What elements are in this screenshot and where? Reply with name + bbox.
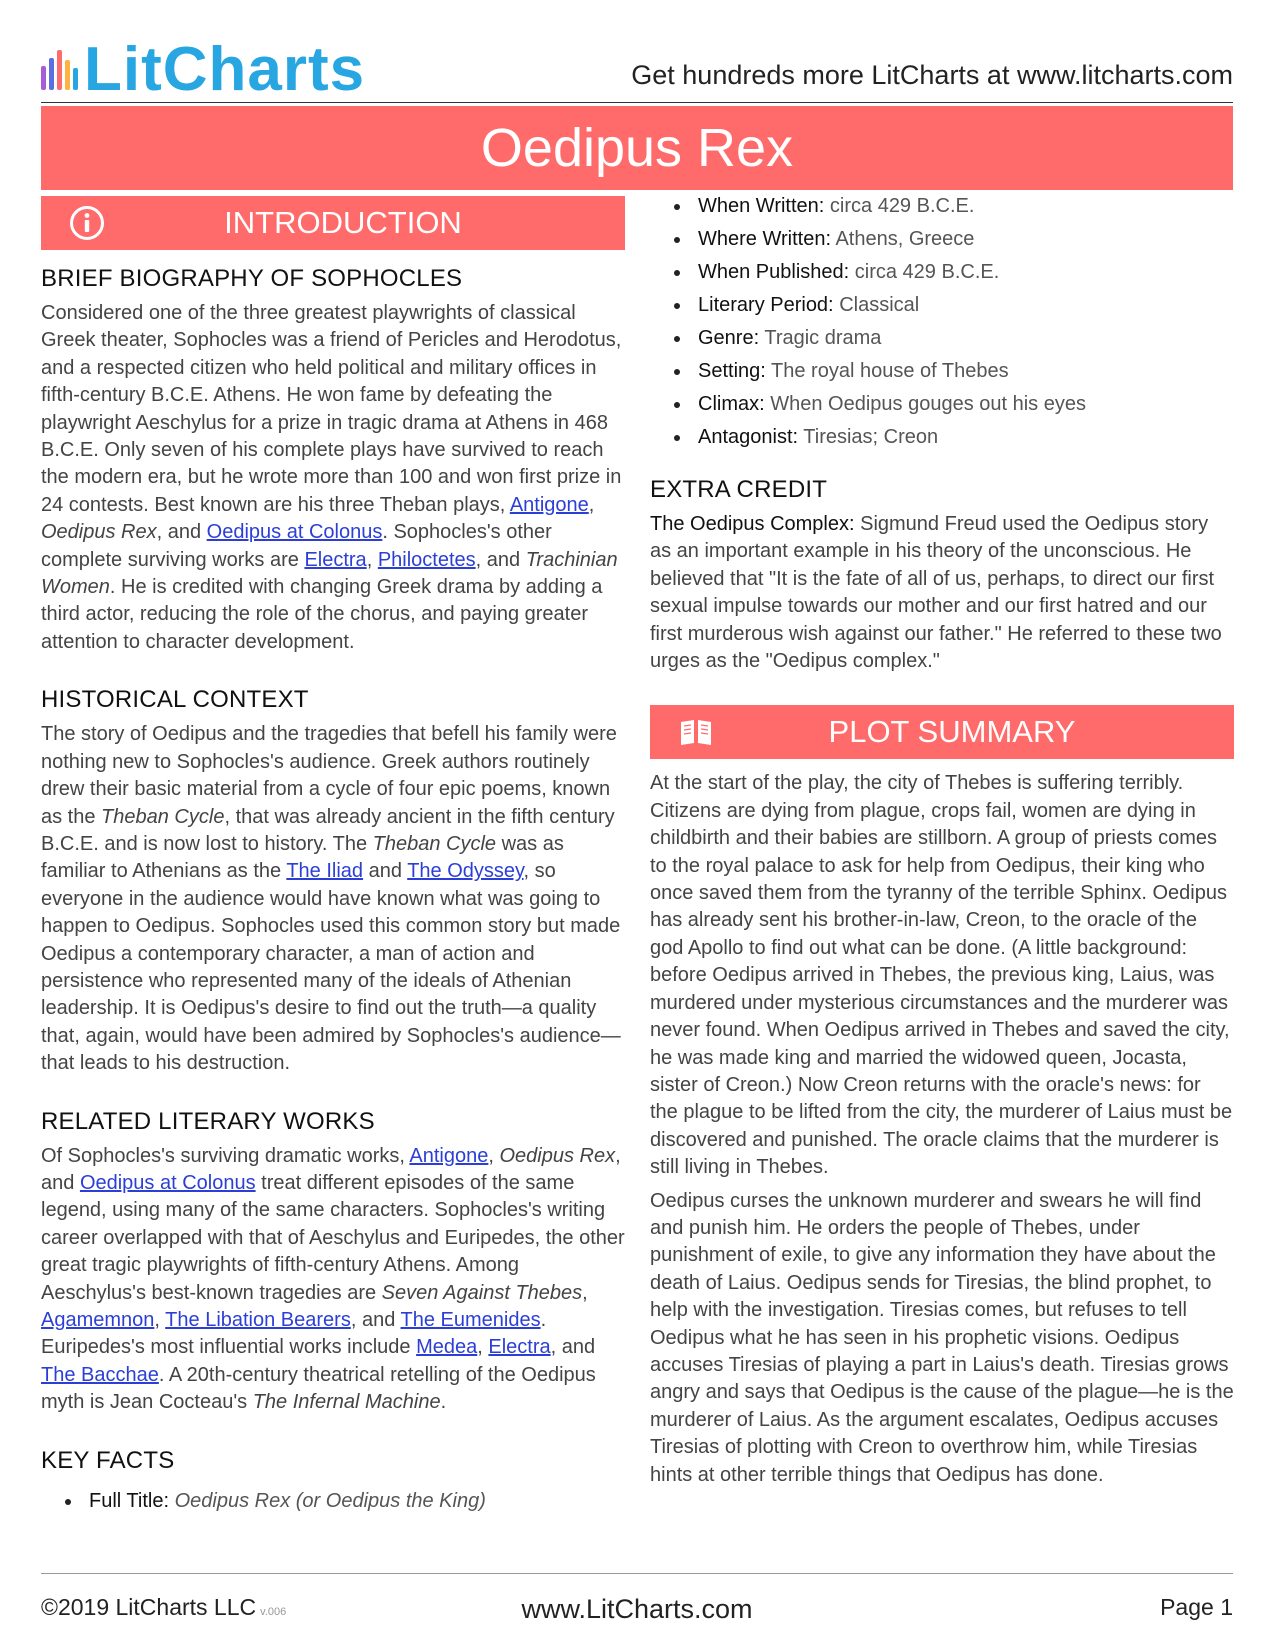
link-eumenides[interactable]: The Eumenides [400, 1309, 541, 1331]
page-number: Page 1 [1160, 1594, 1233, 1620]
link-oedipus-at-colonus-2[interactable]: Oedipus at Colonus [79, 1171, 256, 1194]
key-fact-item: Setting: The royal house of Thebes [650, 355, 1234, 388]
related-works-heading: RELATED LITERARY WORKS [41, 1107, 375, 1135]
introduction-label: INTRODUCTION [224, 205, 462, 240]
key-fact-item: Genre: Tragic drama [650, 322, 1234, 355]
link-antigone[interactable]: Antigone [509, 493, 589, 516]
key-facts-heading: KEY FACTS [41, 1446, 175, 1474]
extra-credit-heading: EXTRA CREDIT [650, 476, 828, 503]
logo-bars-icon [41, 50, 78, 90]
plot-summary-label: PLOT SUMMARY [828, 714, 1076, 750]
copyright: ©2019 LitCharts LLC v.006 [41, 1594, 287, 1620]
key-fact-full-title: Full Title: Oedipus Rex (or Oedipus the King) [41, 1485, 625, 1518]
litcharts-logo[interactable] [41, 35, 366, 104]
key-fact-item: Antagonist: Tiresias; Creon [650, 421, 1234, 454]
key-fact-item: Literary Period: Classical [650, 289, 1234, 322]
link-oedipus-at-colonus[interactable]: Oedipus at Colonus [206, 521, 383, 544]
page-footer [41, 1573, 1233, 1634]
key-fact-item: When Written: circa 429 B.C.E. [650, 190, 1234, 223]
page-header [41, 30, 1233, 103]
logo-text: LitCharts [84, 35, 366, 104]
link-medea[interactable]: Medea [416, 1336, 478, 1359]
link-the-iliad[interactable]: The Iliad [286, 860, 364, 883]
key-facts-list-start [41, 1485, 625, 1518]
left-column [41, 196, 625, 1518]
plot-summary-header [650, 705, 1234, 759]
historical-context-heading: HISTORICAL CONTEXT [41, 686, 309, 714]
link-antigone-2[interactable]: Antigone [409, 1144, 489, 1167]
link-electra-2[interactable]: Electra [488, 1336, 551, 1359]
biography-text: Considered one of the three greatest playwrights of classical Greek theater, Sophocles was a friend of Pericles and Herodotus, and a respected citizen who held political and military offices in fifth-century B.C.E. Athens. He won fame by defeating the playwright Aeschylus for a prize in tragic drama at Athens in 468 B.C.E. Only seven of his complete plays have survived to reach the modern era, but he wrote more than 100 and won first prize in 24 contests. Best known are his three Theban plays, Antigone, Oedipus Rex, and Oedipus at Colonus. Sophocles's other complete surviving works are Electra, Philoctetes, and Trachinian Women. He is credited with changing Greek drama by adding a third actor, reducing the role of the chorus, and paying greater attention to character development. [41, 302, 622, 653]
key-fact-item: Climax: When Oedipus gouges out his eyes [650, 388, 1234, 421]
biography-heading: BRIEF BIOGRAPHY OF SOPHOCLES [41, 265, 463, 292]
version-label: v.006 [260, 1606, 287, 1618]
extra-credit-text: The Oedipus Complex: Sigmund Freud used the Oedipus story as an important example in his theory of the unconscious. He believed that "It is the fate of all of us, perhaps, to direct our first sexual impulse towards our mother and our first hatred and our first murderous wish against our father." He referred to these two urges as the "Oedipus complex." [650, 513, 1222, 673]
link-the-odyssey[interactable]: The Odyssey [407, 860, 524, 883]
link-the-bacchae[interactable]: The Bacchae [41, 1363, 159, 1386]
link-philoctetes[interactable]: Philoctetes [377, 548, 476, 571]
header-tagline: Get hundreds more LitCharts at www.litcharts.com [631, 60, 1233, 90]
right-column [650, 190, 1234, 1489]
historical-context-text: The story of Oedipus and the tragedies that befell his family were nothing new to Sophocles's audience. Greek authors routinely drew their basic material from a cycle of four epic poems, known as the Theban Cycle, that was already ancient in the fifth century B.C.E. and is now lost to history. The Theban Cycle was as familiar to Athenians as the The Iliad and The Odyssey, so everyone in the audience would have known what was going to happen to Oedipus. Sophocles used this common story but made Oedipus a contemporary character, a man of action and persistence who represented many of the ideals of Athenian leadership. It is Oedipus's desire to find out the truth—a quality that, again, would have been admired by Sophocles's audience—that leads to his destruction. [41, 723, 621, 1075]
link-electra[interactable]: Electra [304, 548, 367, 571]
key-fact-item: When Published: circa 429 B.C.E. [650, 256, 1234, 289]
plot-paragraph-2: Oedipus curses the unknown murderer and swears he will find and punish him. He orders the people of Thebes, under punishment of exile, to give any information they have about the death of Laius. Oedipus sends for Tiresias, the blind prophet, to help with the investigation. Tiresias comes, but refuses to tell Oedipus what he has seen in his prophetic visions. Oedipus accuses Tiresias of playing a part in Laius's death. Tiresias grows angry and says that Oedipus is the cause of the plague—he is the murderer of Laius. As the argument escalates, Oedipus accuses Tiresias of plotting with Creon to overthrow him, while Tiresias hints at other terrible things that Oedipus has done. [650, 1189, 1234, 1486]
footer-site-link[interactable]: www.LitCharts.com [521, 1594, 753, 1624]
key-facts-list [650, 190, 1234, 454]
introduction-header [41, 196, 625, 250]
key-fact-item: Where Written: Athens, Greece [650, 223, 1234, 256]
plot-paragraph-1: At the start of the play, the city of Thebes is suffering terribly. Citizens are dying from plague, crops fail, women are dying in childbirth and their babies are stillborn. A group of priests comes to the royal palace to ask for help from Oedipus, their king who once saved them from the tyranny of the terrible Sphinx. Oedipus has already sent his brother-in-law, Creon, to the oracle of the god Apollo to find out what can be done. (A little background: before Oedipus arrived in Thebes, the previous king, Laius, was murdered under mysterious circumstances and the murderer was never found. When Oedipus arrived in Thebes and saved the city, he was made king and married the widowed queen, Jocasta, sister of Creon.) Now Creon returns with the oracle's news: for the plague to be lifted from the city, the murderer of Laius must be discovered and punished. The oracle claims that the murderer is still living in Thebes. [650, 772, 1233, 1179]
page-title: Oedipus Rex [41, 106, 1233, 190]
link-libation-bearers[interactable]: The Libation Bearers [165, 1309, 351, 1331]
related-works-text: Of Sophocles's surviving dramatic works, Antigone, Oedipus Rex, and Oedipus at Colonus treat different episodes of the same legend, using many of the same characters. Sophocles's writing career overlapped with that of Aeschylus and Euripedes, the other great tragic playwrights of fifth-century Athens. Among Aeschylus's best-known tragedies are Seven Against Thebes, Agamemnon, The Libation Bearers, and The Eumenides. Euripedes's most influential works include Medea, Electra, and The Bacchae. A 20th-century theatrical retelling of the Oedipus myth is Jean Cocteau's The Infernal Machine. [41, 1144, 625, 1414]
link-agamemnon[interactable]: Agamemnon [41, 1309, 155, 1331]
